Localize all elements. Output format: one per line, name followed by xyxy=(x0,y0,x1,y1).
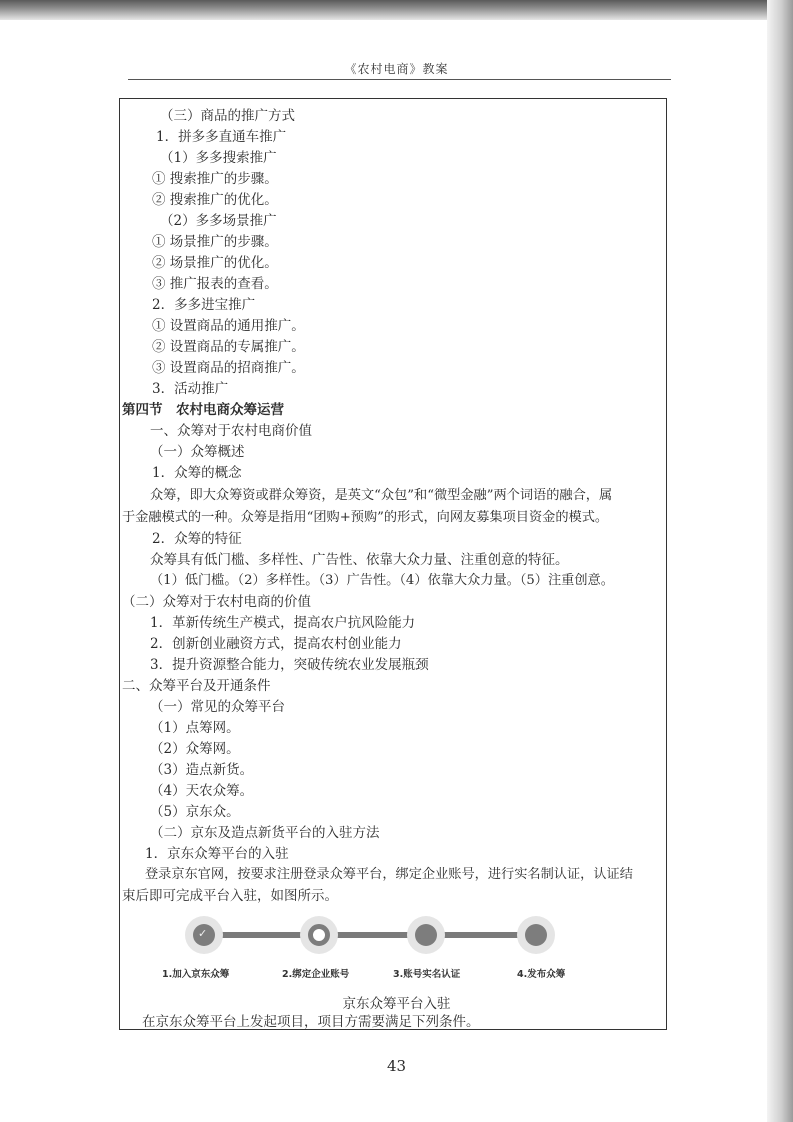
list-item: ③ 推广报表的查看。 xyxy=(152,276,278,292)
subsection-heading: （二）众筹对于农村电商的价值 xyxy=(122,594,311,610)
section-title: 第四节 农村电商众筹运营 xyxy=(122,402,284,418)
list-item: ① 设置商品的通用推广。 xyxy=(152,318,305,334)
paragraph-line: （1）低门槛。（2）多样性。（3）广告性。（4）依靠大众力量。（5）注重创意。 xyxy=(150,573,614,588)
list-item: （2）多多场景推广 xyxy=(160,213,277,229)
list-item: 2．创新创业融资方式，提高农村创业能力 xyxy=(150,636,402,652)
subsection-heading: （一）众筹概述 xyxy=(150,444,245,460)
list-item: 1．众筹的概念 xyxy=(152,465,242,481)
header-rule xyxy=(128,79,671,80)
list-item: 2．多多进宝推广 xyxy=(152,297,256,313)
process-flow-figure xyxy=(160,914,580,984)
figure-caption: 京东众筹平台入驻 xyxy=(342,996,451,1012)
list-item: （3）造点新货。 xyxy=(150,762,254,778)
list-item: 3．活动推广 xyxy=(152,381,229,397)
flow-step-label: 4.发布众筹 xyxy=(517,969,566,980)
paragraph-line: 在京东众筹平台上发起项目，项目方需要满足下列条件。 xyxy=(142,1014,480,1030)
scan-edge-right xyxy=(767,0,793,1122)
subsection-heading: 二、众筹平台及开通条件 xyxy=(122,678,271,694)
paragraph-line: 于金融模式的一种。众筹是指用“团购+预购”的形式，向网友募集项目资金的模式。 xyxy=(122,510,609,525)
paragraph-line: 束后即可完成平台入驻，如图所示。 xyxy=(122,888,338,904)
list-item: 1．革新传统生产模式，提高农户抗风险能力 xyxy=(150,615,416,631)
list-item: ② 搜索推广的优化。 xyxy=(152,192,278,208)
paragraph-line: 众筹，即大众筹资或群众筹资，是英文“众包”和“微型金融”两个词语的融合，属 xyxy=(150,488,613,503)
flow-step-dot xyxy=(525,924,547,946)
list-item: 2．众筹的特征 xyxy=(152,531,242,547)
flow-track xyxy=(200,932,540,938)
flow-step-label: 3.账号实名认证 xyxy=(393,969,461,980)
list-item: （4）天农众筹。 xyxy=(150,783,254,799)
paragraph-line: 众筹具有低门槛、多样性、广告性、依靠大众力量、注重创意的特征。 xyxy=(150,552,569,568)
subsection-heading: 一、众筹对于农村电商价值 xyxy=(150,423,312,439)
list-item: 3．提升资源整合能力，突破传统农业发展瓶颈 xyxy=(150,657,429,673)
list-item: ③ 设置商品的招商推广。 xyxy=(152,360,305,376)
flow-step-dot xyxy=(308,924,330,946)
subsection-heading: （二）京东及造点新货平台的入驻方法 xyxy=(150,825,380,841)
list-item: （2）众筹网。 xyxy=(150,741,240,757)
page-number: 43 xyxy=(386,1057,407,1075)
list-item: （1）点筹网。 xyxy=(150,720,240,736)
list-item: ② 设置商品的专属推广。 xyxy=(152,339,305,355)
list-item: ① 搜索推广的步骤。 xyxy=(152,171,278,187)
check-icon: ✓ xyxy=(198,927,208,940)
subsection-heading: （三）商品的推广方式 xyxy=(160,108,295,124)
flow-step-label: 1.加入京东众筹 xyxy=(162,969,230,980)
flow-step-label: 2.绑定企业账号 xyxy=(282,969,350,980)
list-item: （1）多多搜索推广 xyxy=(160,150,277,166)
scan-edge-top xyxy=(0,0,793,20)
flow-step-dot xyxy=(415,924,437,946)
subsection-heading: （一）常见的众筹平台 xyxy=(150,699,285,715)
list-item: （5）京东众。 xyxy=(150,804,240,820)
page-header: 《农村电商》教案 xyxy=(344,62,449,76)
list-item: 1．京东众筹平台的入驻 xyxy=(145,846,289,862)
list-item: ② 场景推广的优化。 xyxy=(152,255,278,271)
paragraph-line: 登录京东官网，按要求注册登录众筹平台，绑定企业账号，进行实名制认证，认证结 xyxy=(145,867,633,882)
list-item: 1．拼多多直通车推广 xyxy=(156,129,287,145)
list-item: ① 场景推广的步骤。 xyxy=(152,234,278,250)
